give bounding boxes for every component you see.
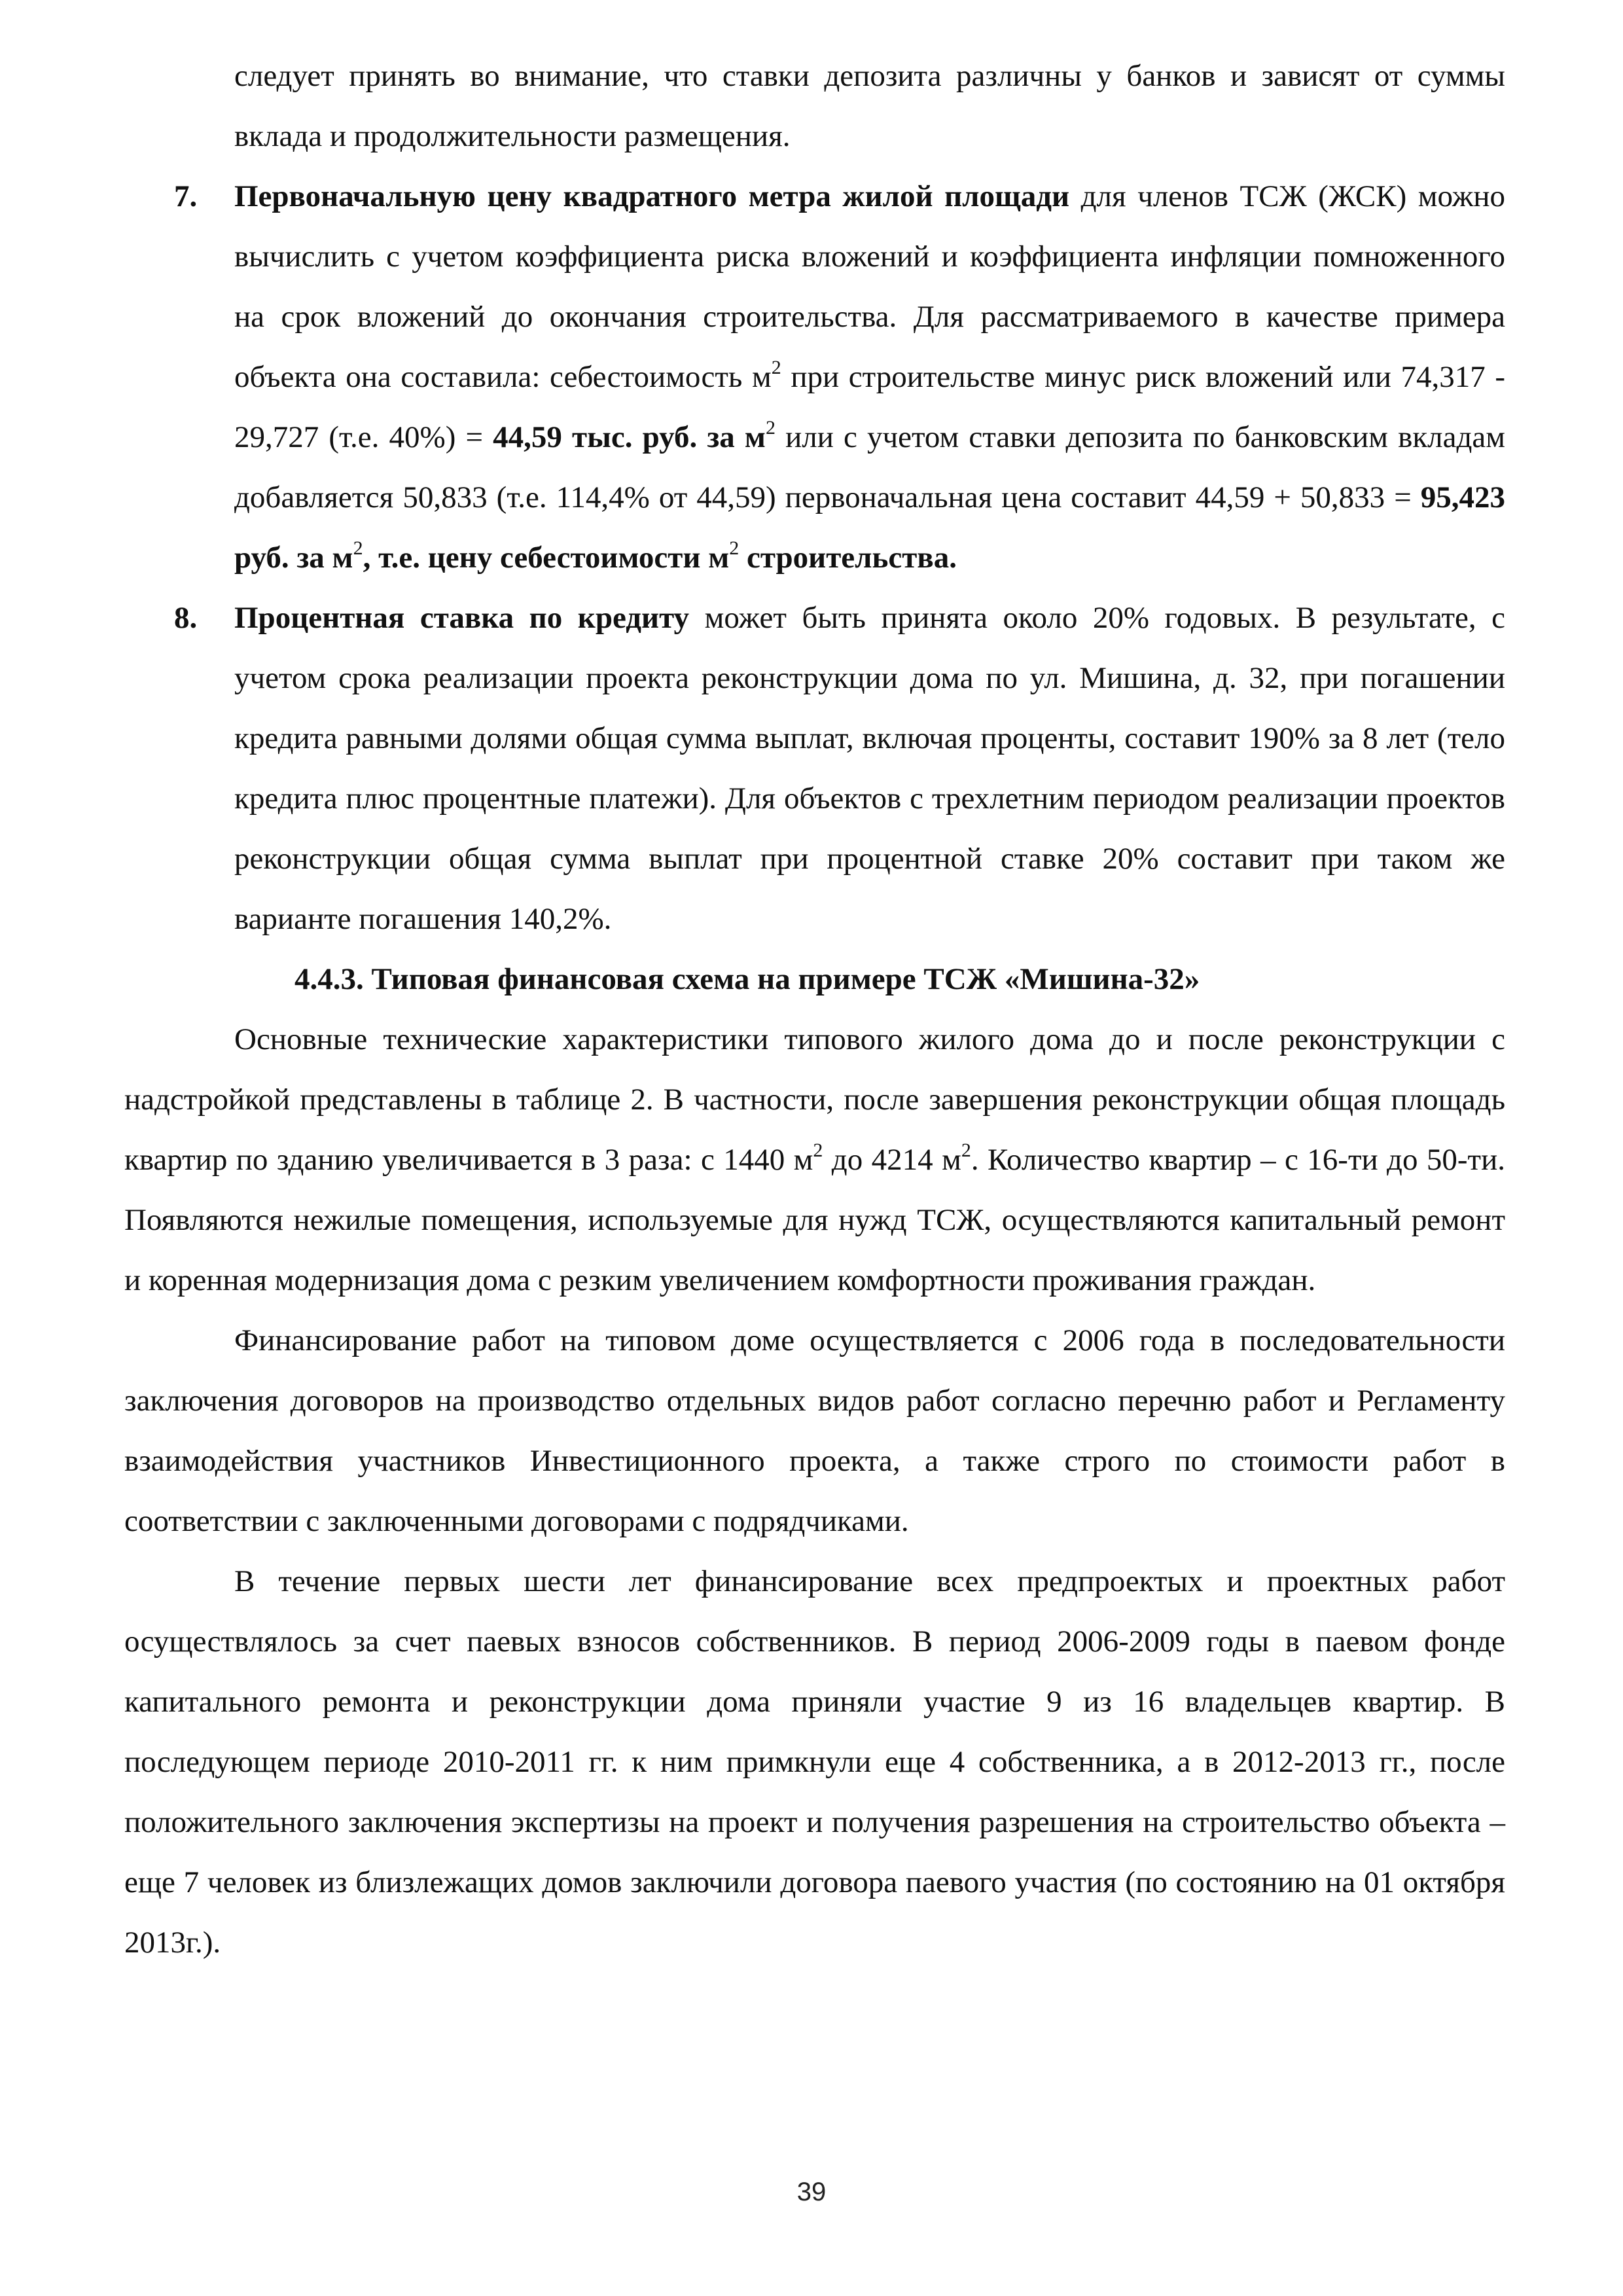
paragraph-continuation <box>124 46 1505 166</box>
paragraph-text: В течение первых шести лет финансирование всех предпроектых и проектных работ осуществлялось за счет паевых взносов собственников. В период 2006-2009 годы в паевом фонде капитального ремонта и реконструкции дома приняли участие 9 из 16 владельцев квартир. В последующем периоде 2010-2011 гг. к ним примкнули еще 4 собственника, а в 2012-2013 гг., после положительного заключения экспертизы на проект и получения разрешения на строительство объекта – еще 7 человек из близлежащих домов заключили договора паевого участия (по состоянию на 01 октября 2013г.). <box>124 1564 1505 1960</box>
bold-value: 44,59 тыс. руб. за м <box>493 420 766 454</box>
paragraph-text: до 4214 м <box>823 1143 961 1177</box>
item-text: может быть принята около 20% годовых. В результате, с учетом срока реализации проекта реконструкции дома по ул. Мишина, д. 32, при погашении кредита равными долями общая сумма выплат, включая проценты, составит 190% за 8 лет (тело кредита плюс процентные платежи). Для объектов с трехлетним периодом реализации проектов реконструкции общая сумма выплат при процентной ставке 20% составит при таком же варианте погашения 140,2%. <box>234 601 1506 936</box>
bold-term: Первоначальную цену квадратного метра жилой площади <box>234 179 1070 213</box>
paragraph-text: . Количество квартир – с 16-ти до 50-ти. Появляются нежилые помещения, используемые для нужд ТСЖ, осуществляются капитальный ремонт и коренная модернизация дома с резким увеличением комфортности проживания граждан. <box>124 1143 1505 1297</box>
item-text: при строительстве минус риск вложений или 74,317 - 29,727 (т.е. 40%) = <box>234 360 1505 454</box>
bold-term: Процентная ставка по кредиту <box>234 601 690 635</box>
bold-value: 95,423 руб. за м <box>234 480 1505 575</box>
superscript: 2 <box>813 1139 823 1161</box>
superscript: 2 <box>729 537 740 559</box>
list-number: 7. <box>174 179 198 213</box>
paragraph-text: следует принять во внимание, что ставки депозита различны у банков и зависят от суммы вклада и продолжительности размещения. <box>234 59 1505 153</box>
superscript: 2 <box>961 1139 971 1161</box>
superscript: 2 <box>771 357 781 378</box>
page-number: 39 <box>796 2178 827 2206</box>
bold-value: , т.е. цену себестоимости м <box>363 541 730 575</box>
document-page <box>124 46 1505 1973</box>
paragraph <box>124 1009 1505 1310</box>
section-heading: 4.4.3. Типовая финансовая схема на примере ТСЖ «Мишина-32» <box>294 962 1200 996</box>
paragraph-text: Финансирование работ на типовом доме осуществляется с 2006 года в последовательности заключения договоров на производство отдельных видов работ согласно перечню работ и Регламенту взаимодействия участников Инвестиционного проекта, а также строго по стоимости работ в соответствии с заключенными договорами с подрядчиками. <box>124 1323 1505 1538</box>
bold-value: строительства. <box>739 541 957 575</box>
item-text: или с учетом ставки депозита по банковским вкладам добавляется 50,833 (т.е. 114,4% от 44,59) первоначальная цена составит 44,59 + 50,833 = <box>234 420 1505 514</box>
superscript: 2 <box>353 537 363 559</box>
paragraph <box>124 1310 1505 1551</box>
list-item-7 <box>124 166 1505 588</box>
paragraph <box>124 1551 1505 1973</box>
paragraph-text: Основные технические характеристики типового жилого дома до и после реконструкции с надстройкой представлены в таблице 2. В частности, после завершения реконструкции общая площадь квартир по зданию увеличивается в 3 раза: с 1440 м <box>124 1022 1505 1177</box>
superscript: 2 <box>765 417 776 439</box>
item-text: для членов ТСЖ (ЖСК) можно вычислить с учетом коэффициента риска вложений и коэффициента инфляции помноженного на срок вложений до окончания строительства. Для рассматриваемого в качестве примера объекта она составила: себестоимость м <box>234 179 1505 394</box>
list-item-8 <box>124 588 1505 949</box>
list-number: 8. <box>174 601 198 635</box>
